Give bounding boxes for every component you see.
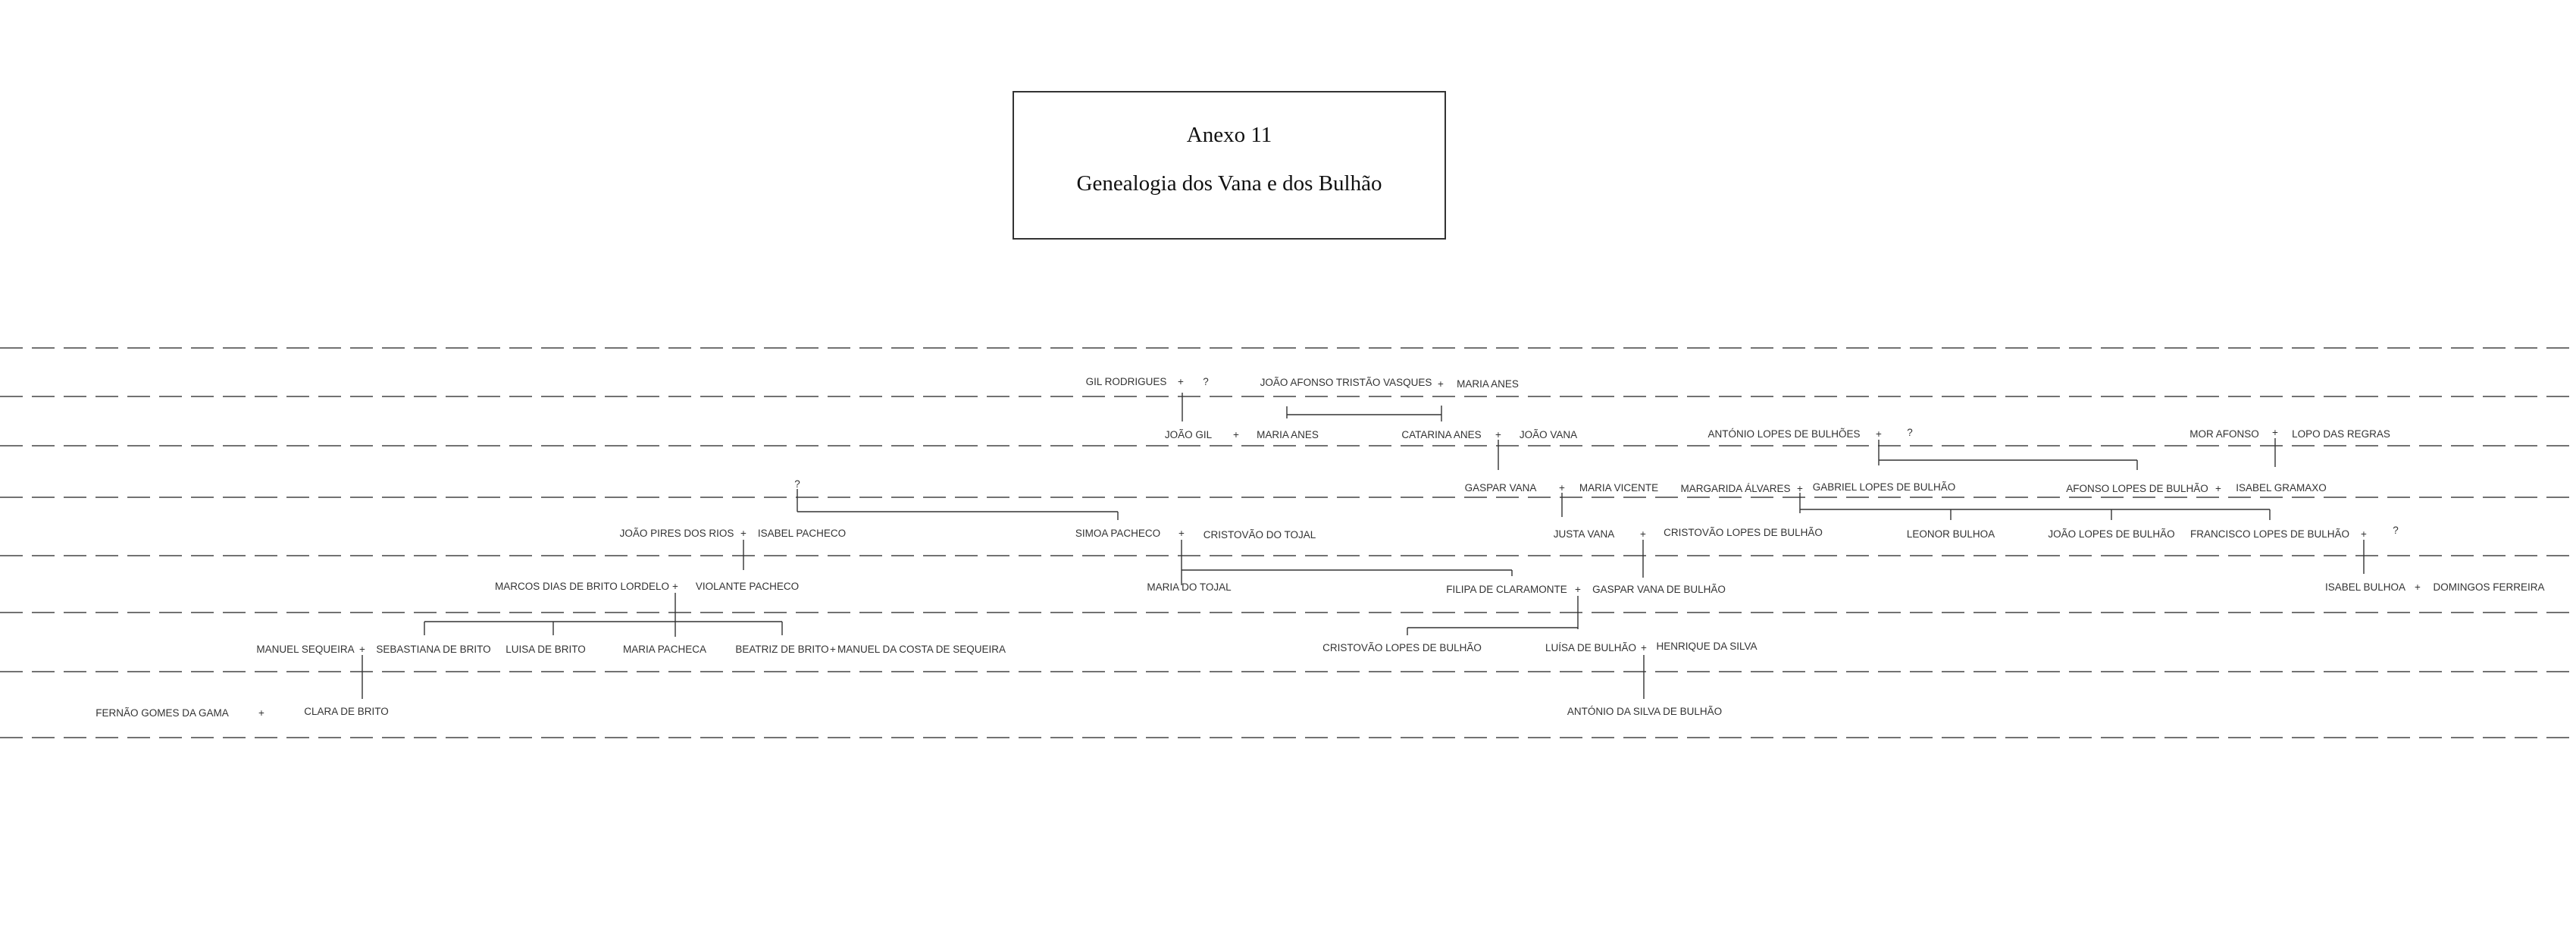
- person-gabriel-lopes-de-bulhao: GABRIEL LOPES DE BULHÃO: [1812, 481, 1956, 493]
- person-maria-anes-2: MARIA ANES: [1257, 429, 1319, 440]
- person-domingos-ferreira: DOMINGOS FERREIRA: [2433, 581, 2545, 593]
- person-gaspar-vana-de-bulhao: GASPAR VANA DE BULHÃO: [1592, 584, 1726, 595]
- person-beatriz-de-brito: BEATRIZ DE BRITO: [735, 644, 829, 655]
- marriage-symbol: +: [2215, 483, 2221, 494]
- marriage-symbol: +: [1438, 378, 1444, 390]
- person-fernao-gomes-da-gama: FERNÃO GOMES DA GAMA: [95, 707, 229, 719]
- person-luisa-de-bulhao: LUÍSA DE BULHÃO: [1545, 642, 1637, 653]
- person-gaspar-vana: GASPAR VANA: [1464, 482, 1537, 494]
- marriage-symbol: +: [740, 528, 747, 539]
- marriage-symbol: +: [1575, 584, 1581, 595]
- person-marcos-dias-de-brito-lordelo: MARCOS DIAS DE BRITO LORDELO: [494, 581, 670, 592]
- person-cristovao-do-tojal: CRISTOVÃO DO TOJAL: [1203, 529, 1316, 540]
- person-isabel-pacheco: ISABEL PACHECO: [757, 528, 847, 539]
- title-box: [1013, 91, 1446, 240]
- marriage-symbol: +: [1876, 428, 1882, 440]
- marriage-symbol: +: [1233, 429, 1239, 440]
- person-gil-rodrigues: GIL RODRIGUES: [1085, 376, 1167, 387]
- person-catarina-anes: CATARINA ANES: [1401, 429, 1482, 440]
- diagram-subtitle: Genealogia dos Vana e dos Bulhão: [1076, 171, 1382, 196]
- person-maria-pacheca: MARIA PACHECA: [622, 644, 707, 655]
- person-sebastiana-de-brito: SEBASTIANA DE BRITO: [376, 644, 491, 655]
- marriage-symbol: +: [1495, 429, 1501, 440]
- person-violante-pacheco: VIOLANTE PACHECO: [695, 581, 800, 592]
- person-cristovao-lopes-de-bulhao-2: CRISTOVÃO LOPES DE BULHÃO: [1322, 642, 1482, 653]
- person-luisa-de-brito: LUISA DE BRITO: [505, 644, 586, 655]
- person-francisco-lopes-de-bulhao: FRANCISCO LOPES DE BULHÃO: [2189, 528, 2350, 540]
- person-maria-do-tojal: MARIA DO TOJAL: [1147, 581, 1232, 593]
- person-margarida-alvares: MARGARIDA ÁLVARES: [1680, 483, 1791, 494]
- person-filipa-de-claramonte: FILIPA DE CLARAMONTE: [1446, 584, 1567, 595]
- person-leonor-bulhoa: LEONOR BULHOA: [1906, 528, 1995, 540]
- person-antonio-da-silva-de-bulhao: ANTÓNIO DA SILVA DE BULHÃO: [1567, 706, 1723, 717]
- marriage-symbol: +: [2361, 528, 2367, 540]
- person-clara-de-brito: CLARA DE BRITO: [304, 706, 389, 717]
- person-henrique-da-silva: HENRIQUE DA SILVA: [1656, 641, 1758, 652]
- person-unknown: ?: [1907, 427, 1913, 438]
- marriage-symbol: +: [1178, 376, 1184, 387]
- person-unknown: ?: [794, 478, 800, 490]
- marriage-symbol: +: [1559, 482, 1565, 494]
- marriage-symbol: +: [258, 707, 264, 719]
- person-joao-lopes-de-bulhao: JOÃO LOPES DE BULHÃO: [2048, 528, 2175, 540]
- person-joao-gil: JOÃO GIL: [1164, 429, 1213, 440]
- marriage-symbol: +: [359, 644, 365, 655]
- person-joao-vana: JOÃO VANA: [1519, 429, 1578, 440]
- marriage-symbol: +: [830, 644, 836, 655]
- person-justa-vana: JUSTA VANA: [1553, 528, 1615, 540]
- person-isabel-bulhoa: ISABEL BULHOA: [2324, 581, 2406, 593]
- person-lopo-das-regras: LOPO DAS REGRAS: [2292, 428, 2390, 440]
- person-isabel-gramaxo: ISABEL GRAMAXO: [2236, 482, 2327, 494]
- annex-title: Anexo 11: [1186, 123, 1272, 147]
- person-mor-afonso: MOR AFONSO: [2189, 428, 2259, 440]
- person-afonso-lopes-de-bulhao: AFONSO LOPES DE BULHÃO: [2066, 483, 2208, 494]
- marriage-symbol: +: [2415, 581, 2421, 593]
- marriage-symbol: +: [1640, 528, 1646, 540]
- person-unknown: ?: [2393, 525, 2399, 536]
- marriage-symbol: +: [1797, 483, 1803, 494]
- person-manuel-sequeira: MANUEL SEQUEIRA: [256, 644, 355, 655]
- marriage-symbol: +: [2272, 427, 2278, 438]
- person-cristovao-lopes-de-bulhao: CRISTOVÃO LOPES DE BULHÃO: [1664, 527, 1823, 538]
- marriage-symbol: +: [1178, 528, 1185, 539]
- person-joao-pires-dos-rios: JOÃO PIRES DOS RIOS: [619, 528, 734, 539]
- person-maria-vicente: MARIA VICENTE: [1579, 482, 1659, 494]
- person-unknown: ?: [1203, 376, 1209, 387]
- marriage-symbol: +: [1641, 642, 1647, 653]
- person-maria-anes: MARIA ANES: [1457, 378, 1519, 390]
- marriage-symbol: +: [672, 581, 678, 592]
- person-antonio-lopes-de-bulhoes: ANTÓNIO LOPES DE BULHÕES: [1707, 428, 1861, 440]
- person-simoa-pacheco: SIMOA PACHECO: [1075, 528, 1161, 539]
- person-manuel-da-costa-de-sequeira: MANUEL DA COSTA DE SEQUEIRA: [837, 644, 1006, 655]
- person-joao-afonso-tristao-vasques: JOÃO AFONSO TRISTÃO VASQUES: [1260, 377, 1432, 388]
